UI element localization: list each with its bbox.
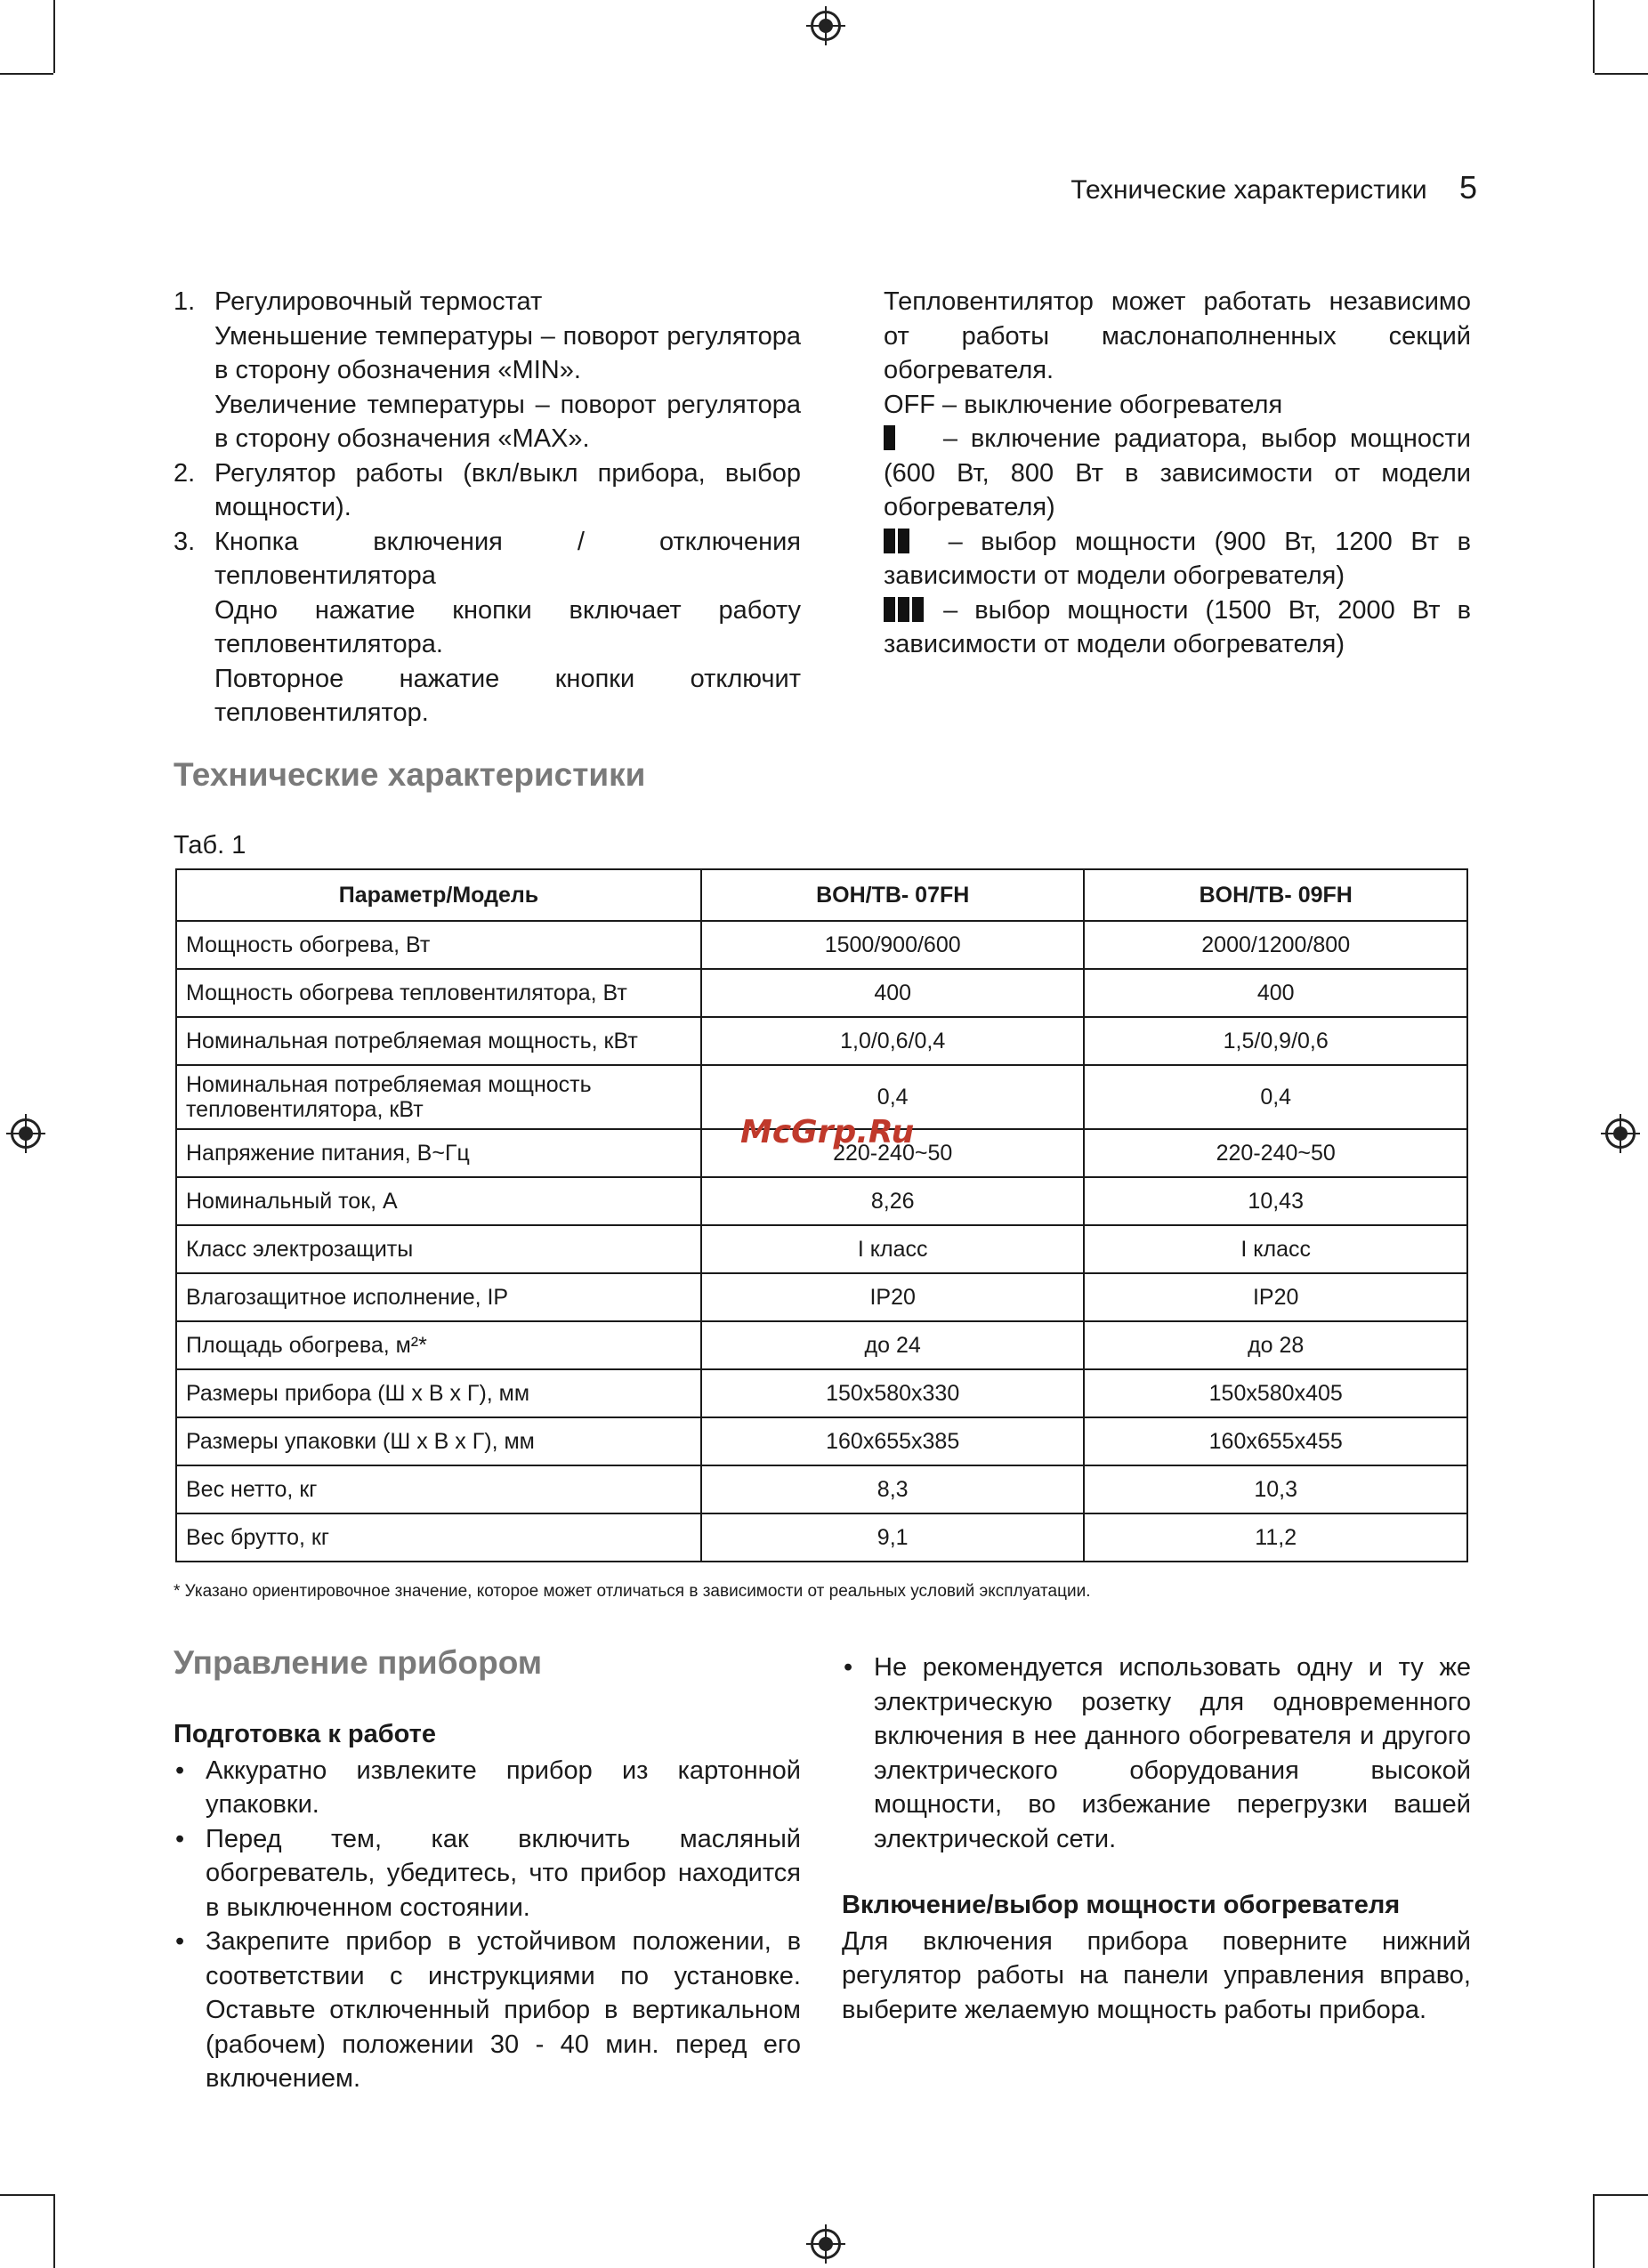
table-cell-value: I класс [1084,1225,1467,1273]
crop-mark-bottom-left-v [53,2194,55,2268]
list-item: • Не рекомендуется использовать одну и ту же электрическую розетку для одновременного включения в нее данного обогревателя и другого электрического оборудования высокой мощности, во избежание перегрузки вашей электрической сети. [842,1651,1471,1856]
table-row [176,1513,1467,1562]
table-cell-value: 160x655x455 [1084,1417,1467,1465]
table-cell-value: IP20 [701,1273,1084,1321]
table-cell-value: 9,1 [701,1513,1084,1562]
table-cell-value: 10,3 [1084,1465,1467,1513]
table-footnote: * Указано ориентировочное значение, которое может отличаться в зависимости от реальных условий эксплуатации. [174,1582,1091,1601]
table-row [176,1225,1467,1273]
crop-mark-top-right-h [1595,73,1648,75]
preparation-block [174,1717,801,2096]
section-heading-operation: Управление прибором [174,1644,543,1681]
table-row [176,921,1467,969]
table-row [176,1177,1467,1225]
control-number: 3. [174,527,196,556]
table-cell-param: Мощность обогрева, Вт [176,921,701,969]
mode-3-text: – выбор мощности (1500 Вт, 2000 Вт в зависимости от модели обогревателя) [884,595,1471,658]
control-item-3 [174,525,801,730]
table-cell-value: 400 [701,969,1084,1017]
table-cell-value: 8,3 [701,1465,1084,1513]
running-header-title: Технические характеристики [1070,175,1427,205]
control-line: Увеличение температуры – поворот регулятора в сторону обозначения «MAX». [214,390,801,453]
subheading-power: Включение/выбор мощности обогревателя [842,1891,1401,1919]
list-item: • Перед тем, как включить масляный обогреватель, убедитесь, что прибор находится в выключенном состоянии. [174,1822,801,1925]
control-line: Одно нажатие кнопки включает работу тепловентилятора. [214,595,801,658]
crop-mark-top-left-v [53,0,55,73]
preparation-list [174,1754,801,2096]
table-cell-value: 400 [1084,969,1467,1017]
table-cell-param: Размеры прибора (Ш x В x Г), мм [176,1369,701,1417]
control-title: Регулировочный термостат [214,287,543,316]
table-cell-value: 8,26 [701,1177,1084,1225]
list-item: • Аккуратно извлеките прибор из картонной упаковки. [174,1754,801,1822]
control-title: Кнопка включения / отключения тепловентилятора [214,527,801,590]
table-cell-value: 220-240~50 [1084,1129,1467,1177]
power-level-3-icon [884,596,926,625]
table-cell-param: Размеры упаковки (Ш x В x Г), мм [176,1417,701,1465]
table-cell-param: Номинальная потребляемая мощность, кВт [176,1017,701,1065]
table-cell-value: 0,4 [1084,1065,1467,1129]
fan-description [884,285,1471,662]
table-cell-value: 11,2 [1084,1513,1467,1562]
table-cell-value: 1,5/0,9/0,6 [1084,1017,1467,1065]
crop-mark-bottom-left-h [0,2194,53,2196]
control-title: Регулятор работы (вкл/выкл прибора, выбор мощности). [214,458,801,521]
running-header [1070,169,1477,206]
list-item: • Закрепите прибор в устойчивом положении, в соответствии с инструкциями по установке. Оставьте отключенный прибор в вертикальном (рабочем) положении 30 - 40 мин. перед его включением. [174,1925,801,2096]
table-cell-value: 1500/900/600 [701,921,1084,969]
table-cell-param: Влагозащитное исполнение, IP [176,1273,701,1321]
table-cell-value: 0,4 [701,1065,1084,1129]
control-line: Повторное нажатие кнопки отключит тепловентилятор. [214,664,801,727]
table-cell-value: 150x580x405 [1084,1369,1467,1417]
table-cell-param: Номинальная потребляемая мощность тепловентилятора, кВт [176,1065,701,1129]
table-row [176,1321,1467,1369]
table-header-row [176,869,1467,921]
table-cell-param: Вес брутто, кг [176,1513,701,1562]
watermark-text: McGrp.Ru [740,1114,915,1150]
table-cell-param: Мощность обогрева тепловентилятора, Вт [176,969,701,1017]
table-cell-value: 220-240~50 [701,1129,1084,1177]
spec-table [175,868,1468,1562]
table-cell-value: I класс [701,1225,1084,1273]
power-level-1-icon [884,424,898,453]
controls-list [174,285,801,730]
mode-1-text: – включение радиатора, выбор мощности (600 Вт, 800 Вт в зависимости от модели обогревателя) [884,424,1472,521]
table-row [176,1273,1467,1321]
table-header-cell: Параметр/Модель [176,869,701,921]
table-cell-value: IP20 [1084,1273,1467,1321]
crop-mark-top-right-v [1593,0,1595,73]
registration-mark-icon [11,1118,41,1149]
table-caption: Таб. 1 [174,831,246,860]
crop-mark-bottom-right-v [1593,2194,1595,2268]
table-row [176,1465,1467,1513]
table-cell-param: Номинальный ток, А [176,1177,701,1225]
table-cell-value: до 28 [1084,1321,1467,1369]
table-cell-value: 160x655x385 [701,1417,1084,1465]
table-cell-param: Класс электрозащиты [176,1225,701,1273]
section-heading-specs: Технические характеристики [174,756,646,793]
table-cell-value: 150x580x330 [701,1369,1084,1417]
table-row [176,1417,1467,1465]
registration-mark-icon [1605,1118,1636,1149]
control-item-2 [174,456,801,525]
table-cell-param: Площадь обогрева, м²* [176,1321,701,1369]
table-header-cell: BOH/TB- 07FH [701,869,1084,921]
fan-intro: Тепловентилятор может работать независимо от работы маслонаполненных секций обогревателя. [884,287,1471,384]
table-cell-value: 1,0/0,6/0,4 [701,1017,1084,1065]
warning-list [842,1651,1471,1856]
table-row [176,969,1467,1017]
power-level-2-icon [884,528,912,556]
crop-mark-bottom-right-h [1595,2194,1648,2196]
table-cell-value: до 24 [701,1321,1084,1369]
mode-2 [884,525,1471,593]
operation-right-block [842,1651,1471,2027]
table-cell-param: Вес нетто, кг [176,1465,701,1513]
mode-off: OFF – выключение обогревателя [884,390,1283,419]
mode-1 [884,422,1471,525]
table-row [176,1017,1467,1065]
crop-mark-top-left-h [0,73,53,75]
table-cell-value: 10,43 [1084,1177,1467,1225]
table-row [176,1369,1467,1417]
registration-mark-icon [811,2229,841,2259]
registration-mark-icon [811,11,841,41]
mode-3 [884,593,1471,662]
subheading-preparation: Подготовка к работе [174,1720,436,1748]
control-line: Уменьшение температуры – поворот регулятора в сторону обозначения «MIN». [214,321,801,384]
table-cell-value: 2000/1200/800 [1084,921,1467,969]
table-cell-param: Напряжение питания, В~Гц [176,1129,701,1177]
control-number: 2. [174,458,196,488]
table-header-cell: BOH/TB- 09FH [1084,869,1467,921]
control-item-1 [174,285,801,456]
mode-2-text: – выбор мощности (900 Вт, 1200 Вт в зависимости от модели обогревателя) [884,527,1471,590]
control-number: 1. [174,287,196,316]
page-number: 5 [1458,169,1477,206]
power-text: Для включения прибора поверните нижний регулятор работы на панели управления вправо, выберите желаемую мощность работы прибора. [842,1926,1471,2024]
